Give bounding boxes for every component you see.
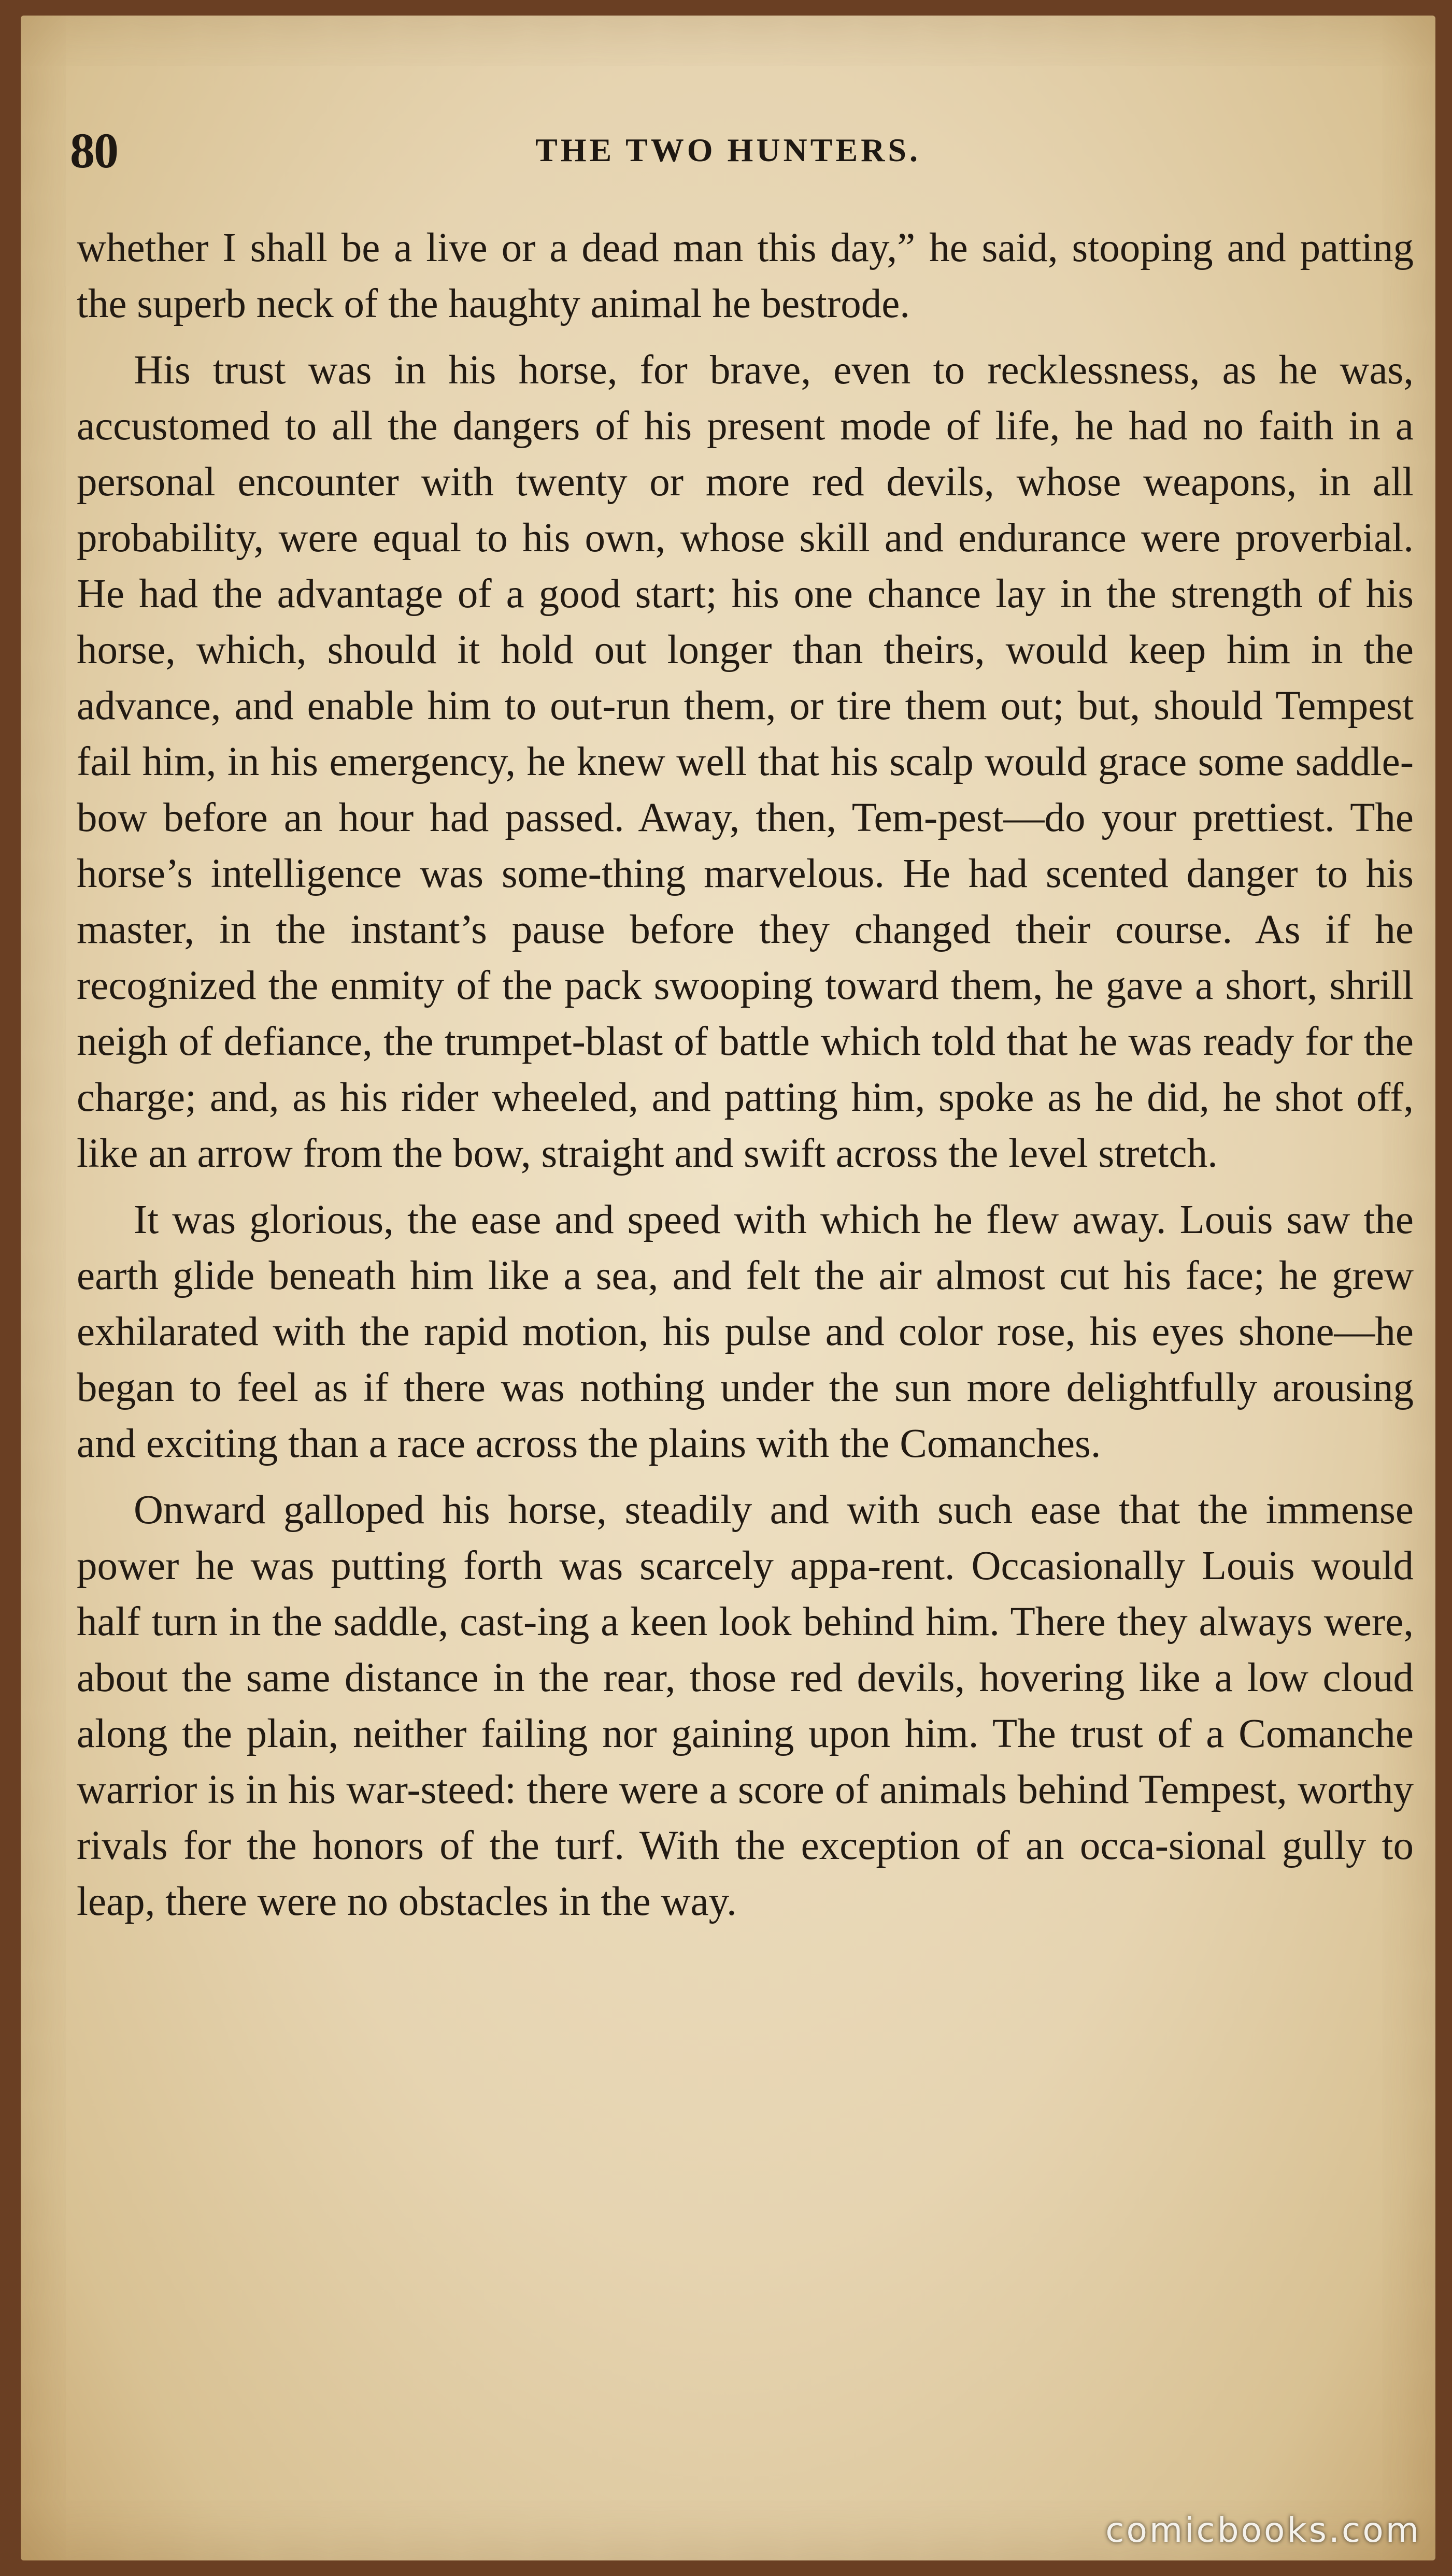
running-title: THE TWO HUNTERS. [535,132,921,168]
paragraph-3: It was glorious, the ease and speed with which he flew away. Louis saw the earth glide beneath him like a sea, and felt the air almost cut his face; he grew exhilarated with the rapid motion, his pulse and color rose, his eyes shone—he began to feel as if there was nothing under the sun more delightfully arousing and exciting than a race across the plains with the Comanches. [77,1197,1414,1466]
book-page [21,16,1435,2560]
watermark: comicbooks.com [1105,2510,1421,2550]
paragraph-1: whether I shall be a live or a dead man this day,” he said, stooping and patting the superb neck of the haughty animal he bestrode. [77,225,1414,326]
paragraph-4: Onward galloped his horse, steadily and with such ease that the immense power he was putting forth was scarcely appa-rent. Occasionally Louis would half turn in the saddle, cast-ing a keen look behind him. There they always were, about the same distance in the rear, those red devils, hovering like a low cloud along the plain, neither failing nor gaining upon him. The trust of a Comanche warrior is in his war-steed: there were a score of animals behind Tempest, worthy rivals for the honors of the turf. With the exception of an occa-sional gully to leap, there were no obstacles in the way. [77,1487,1414,1924]
page-number: 80 [70,123,118,178]
page-header [21,122,1435,184]
paragraph-2: His trust was in his horse, for brave, even to recklessness, as he was, accustomed to all the dangers of his present mode of life, he had no faith in a personal encounter with twenty or more red devils, whose weapons, in all probability, were equal to his own, whose skill and endurance were proverbial. He had the advantage of a good start; his one chance lay in the strength of his horse, which, should it hold out longer than theirs, would keep him in the advance, and enable him to out-run them, or tire them out; but, should Tempest fail him, in his emergency, he knew well that his scalp would grace some saddle-bow before an hour had passed. Away, then, Tem-pest—do your prettiest. The horse’s intelligence was some-thing marvelous. He had scented danger to his master, in the instant’s pause before they changed their course. As if he recognized the enmity of the pack swooping toward them, he gave a short, shrill neigh of defiance, the trumpet-blast of battle which told that he was ready for the charge; and, as his rider wheeled, and patting him, spoke as he did, he shot off, like an arrow from the bow, straight and swift across the level stretch. [77,348,1414,1176]
body-text [77,220,1414,1940]
